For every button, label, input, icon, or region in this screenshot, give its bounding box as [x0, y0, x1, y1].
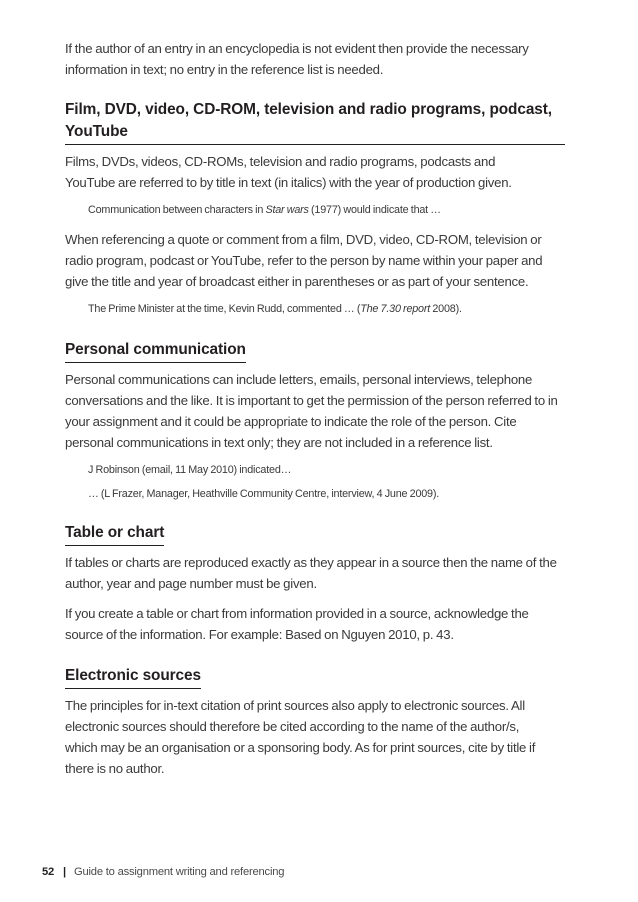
electronic-paragraph: The principles for in-text citation of print sources also apply to electronic sources. All electronic sources should therefore be cited according to the name of the author/s, which may be an organisation or a sponsoring body. As for print sources, cite by title if there is no author.: [65, 698, 536, 776]
personal-example-1: J Robinson (email, 11 May 2010) indicated…: [88, 464, 292, 476]
film-paragraph-2: When referencing a quote or comment from a film, DVD, video, CD-ROM, television or radio program, podcast or YouTube, refer to the person by name within your paper and give the title and year of broadcast either in parentheses or as part of your sentence.: [65, 232, 543, 289]
page-footer: [42, 864, 284, 880]
personal-example-2: … (L Frazer, Manager, Heathville Community Centre, interview, 4 June 2009).: [88, 488, 440, 500]
intro-paragraph: If the author of an entry in an encyclopedia is not evident then provide the necessary information in text; no entry in the reference list is needed.: [65, 41, 529, 77]
page-number: 52: [42, 866, 55, 878]
film-paragraph-1: Films, DVDs, videos, CD-ROMs, television and radio programs, podcasts and YouTube are referred to by title in text (in italics) with the year of production given.: [65, 154, 512, 190]
table-section-heading: Table or chart: [65, 522, 164, 546]
footer-separator: |: [63, 866, 66, 878]
electronic-section-heading: Electronic sources: [65, 665, 201, 689]
table-paragraph-2: If you create a table or chart from information provided in a source, acknowledge the source of the information. For example: Based on Nguyen 2010, p. 43.: [65, 606, 529, 642]
personal-heading-wrap: [65, 339, 565, 363]
personal-paragraph: Personal communications can include letters, emails, personal interviews, telephone conversations and the like. It is important to get the permission of the person referred to in your assignment and it could be appropriate to indicate the role of the person. Cite personal communications in text only; they are not included in a reference list.: [65, 372, 558, 450]
table-heading-wrap: [65, 522, 565, 546]
page-content: [65, 38, 565, 779]
film-section-heading: Film, DVD, video, CD-ROM, television and radio programs, podcast, YouTube: [65, 99, 565, 145]
film-example-2: The Prime Minister at the time, Kevin Rudd, commented … (The 7.30 report 2008).: [88, 303, 462, 315]
film-heading-wrap: [65, 99, 565, 145]
table-paragraph-1: If tables or charts are reproduced exactly as they appear in a source then the name of the author, year and page number must be given.: [65, 555, 557, 591]
electronic-heading-wrap: [65, 665, 565, 689]
footer-guide-title: Guide to assignment writing and referencing: [73, 866, 285, 878]
film-example-1: Communication between characters in Star wars (1977) would indicate that …: [88, 204, 441, 216]
personal-section-heading: Personal communication: [65, 339, 246, 363]
